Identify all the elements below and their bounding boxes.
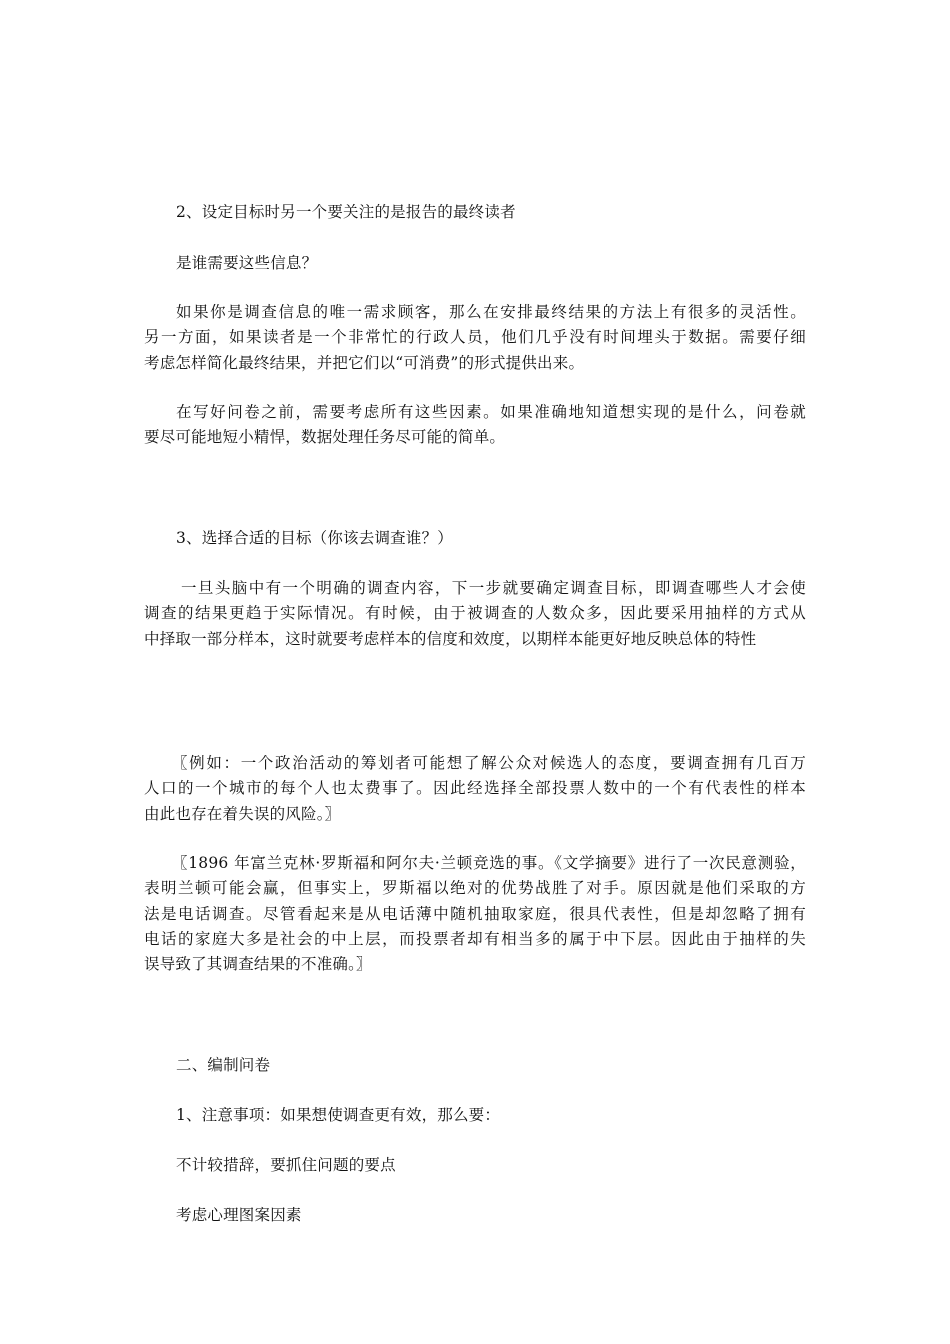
paragraph-line: 在写好问卷之前，需要考虑所有这些因素。如果准确地知道想实现的是什么，问卷就 — [176, 403, 806, 421]
list-item: 不计较措辞，要抓住问题的要点 — [176, 1156, 396, 1174]
example-line: 人口的一个城市的每个人也太费事了。因此经选择全部投票人数中的一个有代表性的样本 — [144, 779, 806, 797]
example-line: 误导致了其调查结果的不准确。〗 — [144, 955, 372, 973]
example-line: 〖例如：一个政治活动的筹划者可能想了解公众对候选人的态度，要调查拥有几百万 — [172, 754, 806, 772]
question-who-needs-info: 是谁需要这些信息？ — [176, 254, 318, 272]
paragraph-line: 要尽可能地短小精悍，数据处理任务尽可能的简单。 — [144, 428, 506, 446]
example-line: 电话的家庭大多是社会的中上层，而投票者却有相当多的属于中下层。因此由于抽样的失 — [144, 930, 806, 948]
section-heading-questionnaire: 二、编制问卷 — [176, 1056, 271, 1074]
example-line: 由此也存在着失误的风险。〗 — [144, 805, 341, 823]
paragraph-line: 考虑怎样简化最终结果，并把它们以“可消费”的形式提供出来。 — [144, 354, 585, 372]
example-line: 表明兰顿可能会赢，但事实上，罗斯福以绝对的优势战胜了对手。原因就是他们采取的方 — [144, 879, 806, 897]
heading-readers: 2、设定目标时另一个要关注的是报告的最终读者 — [176, 203, 516, 221]
subheading-notes: 1、注意事项：如果想使调查更有效，那么要： — [176, 1106, 501, 1124]
example-line: 法是电话调查。尽管看起来是从电话薄中随机抽取家庭，很具代表性，但是却忽略了拥有 — [144, 905, 806, 923]
heading-choose-target: 3、选择合适的目标（你该去调查谁？） — [176, 529, 453, 547]
paragraph-line: 一旦头脑中有一个明确的调查内容，下一步就要确定调查目标，即调查哪些人才会使 — [181, 579, 806, 597]
paragraph-line: 调查的结果更趋于实际情况。有时候，由于被调查的人数众多，因此要采用抽样的方式从 — [144, 604, 806, 622]
paragraph-line: 如果你是调查信息的唯一需求顾客，那么在安排最终结果的方法上有很多的灵活性。 — [176, 303, 806, 321]
list-item: 考虑心理图案因素 — [176, 1206, 302, 1224]
paragraph-line: 另一方面，如果读者是一个非常忙的行政人员，他们几乎没有时间埋头于数据。需要仔细 — [144, 328, 806, 346]
paragraph-line: 中择取一部分样本，这时就要考虑样本的信度和效度，以期样本能更好地反映总体的特性 — [144, 630, 757, 648]
example-line: 〖1896 年富兰克林·罗斯福和阿尔夫·兰顿竞选的事。《文学摘要》进行了一次民意测验， — [172, 854, 806, 872]
